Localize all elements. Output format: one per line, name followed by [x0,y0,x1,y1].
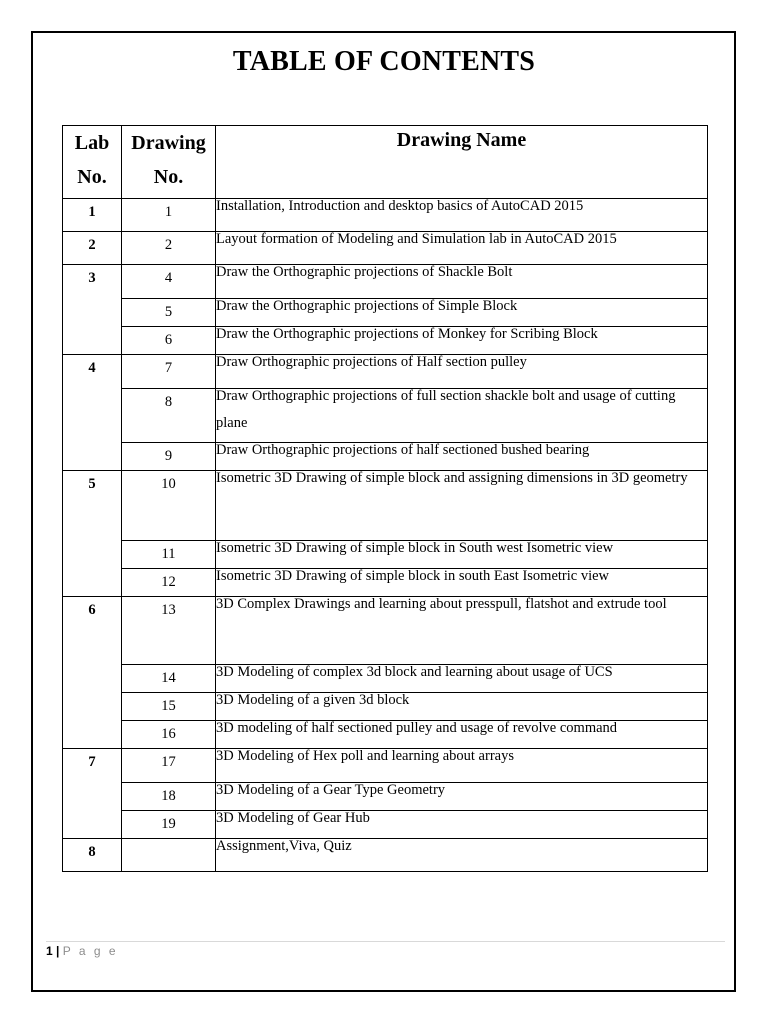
drawing-number-cell: 17 [122,749,216,783]
drawing-name-text: Assignment,Viva, Quiz [216,838,352,854]
lab-number-cell: 8 [63,839,122,872]
drawing-name-text: 3D Modeling of complex 3d block and learning about usage of UCS [216,664,613,680]
lab-number-cell: 1 [63,199,122,232]
footer-divider [46,941,725,942]
drawing-name-text: Isometric 3D Drawing of simple block in South west Isometric view [216,540,614,556]
drawing-number-cell: 1 [122,199,216,232]
contents-table [62,125,708,872]
drawing-name-text: Draw Orthographic projections of half sectioned bushed bearing [216,442,590,458]
drawing-header-line2: No. [153,166,184,188]
lab-number-cell: 3 [63,265,122,355]
drawing-number-cell: 9 [122,443,216,471]
lab-number-cell: 6 [63,597,122,749]
drawing-name-text: Draw the Orthographic projections of Simple Block [216,298,518,314]
drawing-name-text: 3D Modeling of Gear Hub [216,810,370,826]
lab-number-cell: 4 [63,355,122,471]
lab-no-header [63,126,122,199]
drawing-number-cell: 6 [122,327,216,355]
drawing-number-cell: 14 [122,665,216,693]
lab-header-line2: No. [77,166,107,188]
drawing-number-cell: 13 [122,597,216,665]
drawing-header-line1: Drawing [131,132,206,154]
page-footer [46,942,118,960]
drawing-name-text: Isometric 3D Drawing of simple block in south East Isometric view [216,568,610,584]
drawing-name-text: 3D modeling of half sectioned pulley and usage of revolve command [216,720,618,736]
drawing-number-cell: 2 [122,232,216,265]
drawing-name-cell [216,389,708,443]
page-number: 1 [46,944,53,958]
lab-number-cell: 7 [63,749,122,839]
drawing-name-cell [216,839,708,872]
page-title: TABLE OF CONTENTS [232,46,536,77]
drawing-name-text: 3D Complex Drawings and learning about presspull, flatshot and extrude tool [216,596,667,612]
drawing-name-text: 3D Modeling of a Gear Type Geometry [216,782,446,798]
drawing-number-cell: 11 [122,541,216,569]
drawing-number-cell: 12 [122,569,216,597]
table-body [63,199,708,872]
drawing-name-text: Installation, Introduction and desktop basics of AutoCAD 2015 [216,198,584,214]
drawing-name-text: Isometric 3D Drawing of simple block and assigning dimensions in 3D geometry [216,470,688,486]
drawing-name-text: 3D Modeling of Hex poll and learning about arrays [216,748,514,764]
drawing-number-cell: 10 [122,471,216,541]
table-row [63,389,708,443]
drawing-name-cell [216,471,708,541]
drawing-number-cell: 19 [122,811,216,839]
drawing-number-cell: 16 [122,721,216,749]
drawing-name-header: Drawing Name [216,126,708,199]
footer-separator: | [56,944,60,958]
drawing-number-cell: 8 [122,389,216,443]
drawing-number-cell [122,839,216,872]
drawing-number-cell: 5 [122,299,216,327]
table-row [63,839,708,872]
drawing-name-text: Draw the Orthographic projections of Monkey for Scribing Block [216,326,598,342]
table-row [63,597,708,665]
drawing-name-text: Layout formation of Modeling and Simulation lab in AutoCAD 2015 [216,231,617,247]
lab-header-line1: Lab [74,132,110,154]
table-row [63,471,708,541]
drawing-number-cell: 18 [122,783,216,811]
table-header-row [63,126,708,199]
drawing-name-text: Draw the Orthographic projections of Shackle Bolt [216,264,513,280]
drawing-name-text: 3D Modeling of a given 3d block [216,692,410,708]
drawing-name-text: Draw Orthographic projections of full section shackle bolt and usage of cutting plane [216,388,676,431]
lab-number-cell: 5 [63,471,122,597]
page-label: P a g e [62,944,119,958]
drawing-name-cell [216,597,708,665]
drawing-name-text: Draw Orthographic projections of Half section pulley [216,354,527,370]
drawing-no-header [122,126,216,199]
lab-number-cell: 2 [63,232,122,265]
drawing-number-cell: 7 [122,355,216,389]
drawing-number-cell: 4 [122,265,216,299]
drawing-number-cell: 15 [122,693,216,721]
